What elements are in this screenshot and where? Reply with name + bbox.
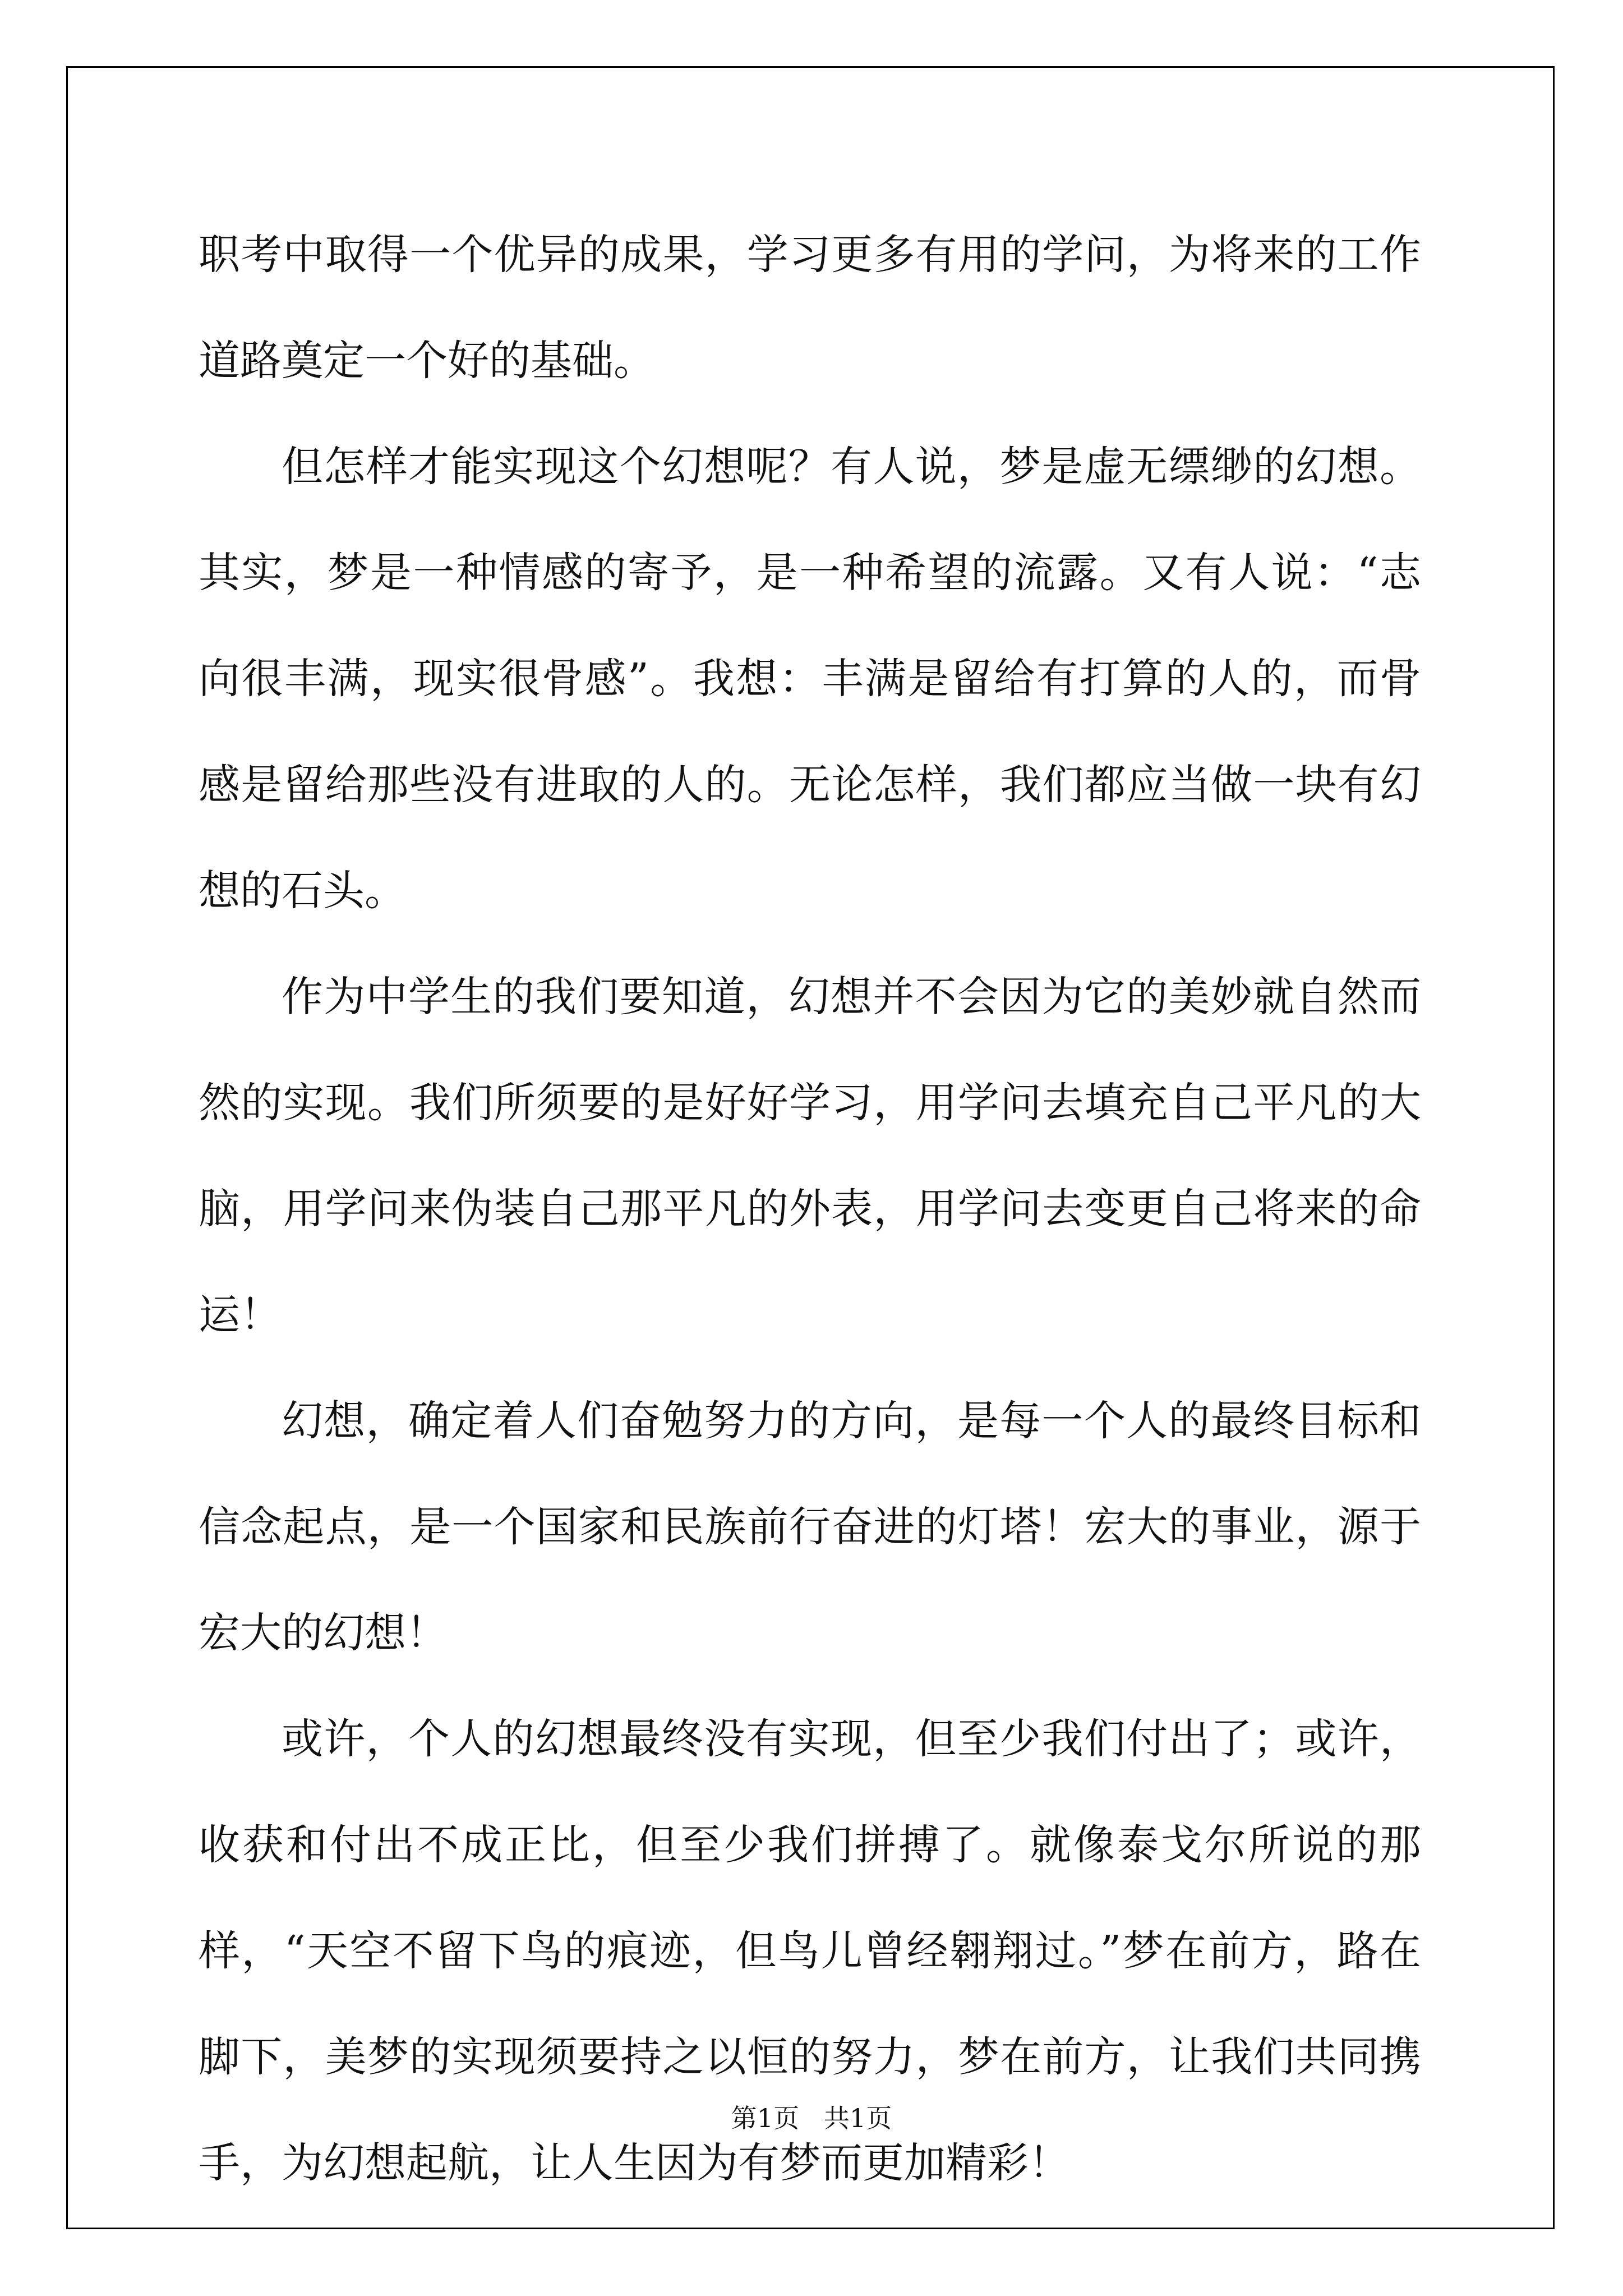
page-footer: 第1页 共1页	[731, 2103, 892, 2133]
paragraph-2: 但怎样才能实现这个幻想呢？有人说，梦是虚无缥缈的幻想。其实，梦是一种情感的寄予，是一种希望的流露。又有人说：“志向很丰满，现实很骨感”。我想：丰满是留给有打算的人的，而骨感是留给那些没有进取的人的。无论怎样，我们都应当做一块有幻想的石头。	[199, 443, 1421, 915]
paragraph-3: 作为中学生的我们要知道，幻想并不会因为它的美妙就自然而然的实现。我们所须要的是好好学习，用学问去填充自己平凡的大脑，用学问来伪装自己那平凡的外表，用学问去变更自己将来的命运！	[199, 973, 1421, 1339]
document-body	[199, 202, 1421, 2216]
paragraph-4: 幻想，确定着人们奋勉努力的方向，是每一个人的最终目标和信念起点，是一个国家和民族前行奋进的灯塔！宏大的事业，源于宏大的幻想！	[199, 1397, 1421, 1657]
paragraph-5: 或许，个人的幻想最终没有实现，但至少我们付出了；或许，收获和付出不成正比，但至少我们拼搏了。就像泰戈尔所说的那样，“天空不留下鸟的痕迹，但鸟儿曾经翱翔过。”梦在前方，路在脚下，美梦的实现须要持之以恒的努力，梦在前方，让我们共同携手，为幻想起航，让人生因为有梦而更加精彩！	[199, 1715, 1421, 2187]
paragraph-1: 职考中取得一个优异的成果，学习更多有用的学问，为将来的工作道路奠定一个好的基础。	[199, 231, 1421, 385]
